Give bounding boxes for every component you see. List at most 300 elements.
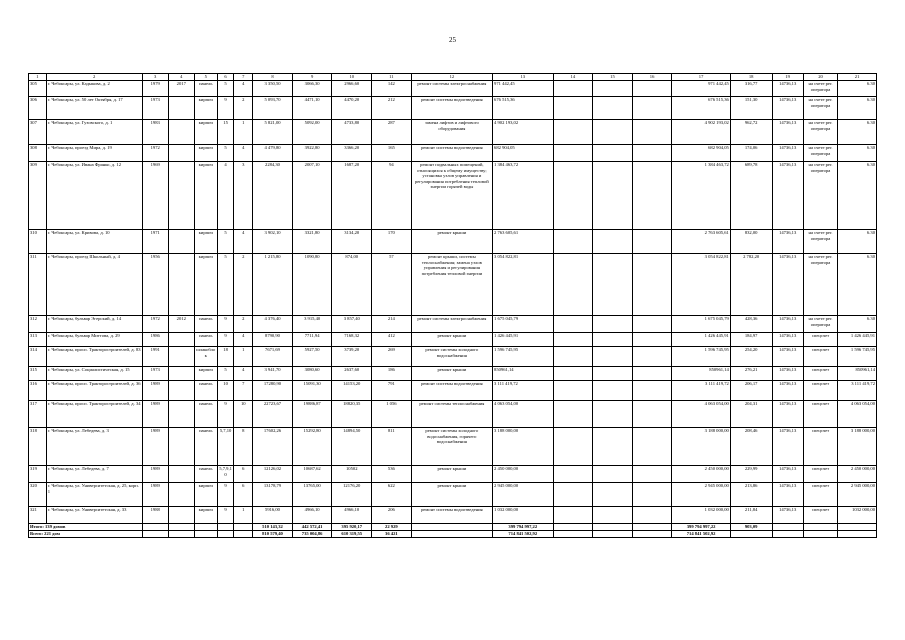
totals-cost: 399 794 997,22 — [493, 524, 553, 531]
column-number-cell: 8 — [253, 74, 293, 81]
cell-area-occupied: 1687,20 — [332, 162, 372, 230]
cell-address: г. Чебоксары, бульвар Миттова, д. 29 — [46, 333, 142, 347]
cell-cost-total: 1 596 745,95 — [672, 347, 730, 367]
cell-material: кирпич — [194, 230, 217, 254]
cell-c14 — [553, 367, 593, 381]
totals-cost-total: 714 841 502,92 — [672, 531, 730, 538]
cell-residents: 287 — [372, 120, 412, 145]
cell-max-cost: 14736,13 — [772, 347, 803, 367]
totals-empty-cell — [772, 524, 803, 531]
cell-c16 — [632, 97, 672, 120]
cell-address: г. Чебоксары, ул. Лебедева, д. 7 — [46, 466, 142, 483]
totals-empty-cell — [593, 531, 633, 538]
cell-c16 — [632, 254, 672, 316]
cell-area-living: 3066,30 — [292, 81, 332, 97]
column-number-cell: 2 — [46, 74, 142, 81]
cell-max-cost: 14736,13 — [772, 120, 803, 145]
cell-entrances: 3 — [234, 162, 253, 230]
cell-c15 — [593, 507, 633, 524]
cell-residents: 791 — [372, 381, 412, 401]
cell-area-total: 3 941,70 — [253, 367, 293, 381]
totals-empty-cell — [838, 524, 877, 531]
cell-year-built: 1972 — [142, 316, 168, 333]
cell-c14 — [553, 145, 593, 162]
cell-address: г. Чебоксары, ул. 50 лет Октября, д. 17 — [46, 97, 142, 120]
cell-year-built: 1989 — [142, 401, 168, 428]
cell-c14 — [553, 428, 593, 466]
cell-entrances: 4 — [234, 81, 253, 97]
cell-max-cost: 14736,13 — [772, 254, 803, 316]
totals-empty-cell — [411, 531, 492, 538]
cell-residents: 1 056 — [372, 401, 412, 428]
cell-cost-total: 1 384 463,72 — [672, 162, 730, 230]
cell-area-living: 4966,10 — [292, 507, 332, 524]
column-number-cell: 11 — [372, 74, 412, 81]
cell-area-living: 4471,10 — [292, 97, 332, 120]
column-number-cell: 9 — [292, 74, 332, 81]
cell-year-renov — [168, 466, 194, 483]
cell-floors: 5,7,10 — [217, 428, 234, 466]
cell-method: на счете рег. оператора — [803, 254, 837, 316]
cell-term: 1 596 745,95 — [838, 347, 877, 367]
totals-empty-cell — [194, 531, 217, 538]
cell-floors: 5 — [217, 230, 234, 254]
cell-cost: 1 384 463,72 — [493, 162, 553, 230]
cell-c14 — [553, 97, 593, 120]
cell-work: ремонт системы холодного водоснабжения, горячего водоснабжения — [411, 428, 492, 466]
cell-year-built: 1983 — [142, 120, 168, 145]
cell-cost: 2 450 000,00 — [493, 466, 553, 483]
cell-residents: 94 — [372, 162, 412, 230]
cell-term: 2 945 000,00 — [838, 483, 877, 507]
cell-c15 — [593, 162, 633, 230]
cell-method: на счете рег. оператора — [803, 145, 837, 162]
cell-material: кирпич — [194, 367, 217, 381]
cell-c15 — [593, 401, 633, 428]
totals-residents: 36 421 — [372, 531, 412, 538]
cell-c15 — [593, 97, 633, 120]
totals-empty-cell — [234, 531, 253, 538]
cell-n: 305 — [29, 81, 47, 97]
cell-c16 — [632, 81, 672, 97]
column-number-cell: 17 — [672, 74, 730, 81]
cell-term: 1 426 445,91 — [838, 333, 877, 347]
cell-c15 — [593, 81, 633, 97]
cell-residents: 206 — [372, 507, 412, 524]
cell-c14 — [553, 230, 593, 254]
cell-residents: 170 — [372, 230, 412, 254]
cell-year-renov — [168, 401, 194, 428]
cell-term: 3 111 419,72 — [838, 381, 877, 401]
cell-max-cost: 14736,13 — [772, 367, 803, 381]
cell-area-total: 12126,02 — [253, 466, 293, 483]
column-number-cell: 15 — [593, 74, 633, 81]
cell-work: ремонт системы водоотведения — [411, 145, 492, 162]
cell-address: г. Чебоксары, бульвар Эгерский, д. 14 — [46, 316, 142, 333]
cell-c15 — [593, 428, 633, 466]
cell-address: г. Чебоксары, ул. Социалистическая, д. 15 — [46, 367, 142, 381]
cell-entrances: 2 — [234, 254, 253, 316]
column-number-row — [29, 74, 877, 81]
cell-year-built: 1989 — [142, 428, 168, 466]
cell-term: 6.30 — [838, 316, 877, 333]
cell-unit-cost: 316,77 — [730, 81, 772, 97]
cell-entrances: 10 — [234, 401, 253, 428]
cell-area-occupied: 874,00 — [332, 254, 372, 316]
cell-cost: 1 426 445,91 — [493, 333, 553, 347]
cell-n: 320 — [29, 483, 47, 507]
cell-unit-cost: 428,36 — [730, 316, 772, 333]
column-number-cell: 3 — [142, 74, 168, 81]
cell-c15 — [593, 381, 633, 401]
cell-entrances: 8 — [234, 428, 253, 466]
cell-address: г. Чебоксары, ул. Университетская, д. 33 — [46, 507, 142, 524]
cell-cost: 971 442,45 — [493, 81, 553, 97]
totals-area-occupied: 610 319,55 — [332, 531, 372, 538]
cell-cost-total: 3 188 000,00 — [672, 428, 730, 466]
cell-area-total: 3 902,10 — [253, 230, 293, 254]
column-number-cell: 16 — [632, 74, 672, 81]
cell-n: 309 — [29, 162, 47, 230]
cell-cost: 2 945 000,00 — [493, 483, 553, 507]
cell-unit-cost: 174,06 — [730, 145, 772, 162]
cell-term: 6.30 — [838, 254, 877, 316]
cell-c15 — [593, 466, 633, 483]
cell-address: г. Чебоксары, проезд Школьный, д. 4 — [46, 254, 142, 316]
cell-residents: 412 — [372, 333, 412, 347]
cell-year-renov — [168, 120, 194, 145]
totals-empty-cell — [217, 531, 234, 538]
cell-work: ремонт системы водоотведения — [411, 381, 492, 401]
cell-floors: 5 — [217, 145, 234, 162]
cell-material: кирпич — [194, 120, 217, 145]
cell-work: ремонт крыши — [411, 230, 492, 254]
totals-empty-cell — [553, 524, 593, 531]
cell-area-living: 5927,50 — [292, 347, 332, 367]
totals-empty-cell — [838, 531, 877, 538]
cell-address: г. Чебоксары, просп. Тракторостроителей, д. 34 — [46, 401, 142, 428]
cell-entrances: 6 — [234, 483, 253, 507]
cell-floors: 9 — [217, 97, 234, 120]
totals-area-total: 510 143,32 — [253, 524, 293, 531]
cell-c16 — [632, 381, 672, 401]
cell-c16 — [632, 120, 672, 145]
cell-floors: 9 — [217, 316, 234, 333]
table-row — [29, 97, 877, 120]
column-number-cell: 12 — [411, 74, 492, 81]
table-row — [29, 81, 877, 97]
cell-work: ремонт подвальных помещений, относящихся к общему имуществу; установка узлов управления и регулирования потребления тепловой энергии горячей воды — [411, 162, 492, 230]
cell-max-cost: 14736,13 — [772, 230, 803, 254]
cell-c16 — [632, 347, 672, 367]
cell-unit-cost: 962,72 — [730, 120, 772, 145]
table-row — [29, 333, 877, 347]
cell-c14 — [553, 316, 593, 333]
cell-area-occupied: 3 857,40 — [332, 316, 372, 333]
cell-cost-total: 850961,14 — [672, 367, 730, 381]
cell-floors: 9 — [217, 507, 234, 524]
totals-empty-cell — [632, 524, 672, 531]
totals-empty-cell — [803, 531, 837, 538]
cell-residents: 622 — [372, 483, 412, 507]
cell-year-renov: 2012 — [168, 316, 194, 333]
cell-residents: 142 — [372, 81, 412, 97]
table-row — [29, 316, 877, 333]
cell-c15 — [593, 347, 633, 367]
cell-year-renov: 2017 — [168, 81, 194, 97]
cell-area-occupied: 12176,20 — [332, 483, 372, 507]
cell-c14 — [553, 483, 593, 507]
column-number-cell: 19 — [772, 74, 803, 81]
table-row — [29, 367, 877, 381]
cell-work: ремонт системы водоотведения — [411, 97, 492, 120]
cell-area-occupied: 4733,80 — [332, 120, 372, 145]
cell-work: ремонт системы электроснабжения — [411, 316, 492, 333]
cell-c16 — [632, 466, 672, 483]
cell-area-total: 8790,90 — [253, 333, 293, 347]
totals-empty-cell — [772, 531, 803, 538]
cell-max-cost: 14736,13 — [772, 401, 803, 428]
cell-max-cost: 14736,13 — [772, 507, 803, 524]
totals-row — [29, 531, 877, 538]
cell-term: 6.30 — [838, 145, 877, 162]
cell-n: 319 — [29, 466, 47, 483]
cell-cost: 676 515,36 — [493, 97, 553, 120]
cell-work: ремонт системы электроснабжения — [411, 81, 492, 97]
cell-cost: 3 111 419,72 — [493, 381, 553, 401]
cell-year-renov — [168, 428, 194, 466]
cell-c16 — [632, 333, 672, 347]
cell-term: 6.30 — [838, 120, 877, 145]
cell-n: 307 — [29, 120, 47, 145]
totals-area-occupied: 395 920,17 — [332, 524, 372, 531]
cell-year-built: 1989 — [142, 483, 168, 507]
cell-method: спецсчет — [803, 381, 837, 401]
cell-residents: 811 — [372, 428, 412, 466]
totals-area-total: 810 579,40 — [253, 531, 293, 538]
cell-c16 — [632, 145, 672, 162]
table-row — [29, 483, 877, 507]
cell-term: 6.30 — [838, 81, 877, 97]
cell-method: на счете рег. оператора — [803, 162, 837, 230]
cell-year-renov — [168, 483, 194, 507]
cell-year-built: 1991 — [142, 347, 168, 367]
cell-max-cost: 14736,13 — [772, 81, 803, 97]
cell-method: спецсчет — [803, 347, 837, 367]
cell-c16 — [632, 230, 672, 254]
table-row — [29, 507, 877, 524]
totals-label: Всего: 221 дом — [29, 531, 143, 538]
cell-n: 317 — [29, 401, 47, 428]
cell-area-living: 7711,94 — [292, 333, 332, 347]
cell-c14 — [553, 381, 593, 401]
cell-c16 — [632, 483, 672, 507]
cell-material: панель — [194, 316, 217, 333]
cell-c16 — [632, 428, 672, 466]
cell-area-occupied: 10502 — [332, 466, 372, 483]
cell-address: г. Чебоксары, просп. Тракторостроителей, д. 36 — [46, 381, 142, 401]
table-row — [29, 401, 877, 428]
cell-method: на счете рег. оператора — [803, 120, 837, 145]
cell-area-occupied: 14894,50 — [332, 428, 372, 466]
cell-n: 321 — [29, 507, 47, 524]
cell-year-built: 1969 — [142, 162, 168, 230]
cell-n: 318 — [29, 428, 47, 466]
cell-unit-cost: 211,84 — [730, 507, 772, 524]
cell-area-occupied: 7168,32 — [332, 333, 372, 347]
cell-max-cost: 14736,13 — [772, 97, 803, 120]
cell-c14 — [553, 120, 593, 145]
cell-area-living: 10687,62 — [292, 466, 332, 483]
cell-entrances: 1 — [234, 347, 253, 367]
table-row — [29, 466, 877, 483]
cell-cost: 4 063 054,00 — [493, 401, 553, 428]
cell-cost-total: 682 904,05 — [672, 145, 730, 162]
column-number-cell: 5 — [194, 74, 217, 81]
cell-method: спецсчет — [803, 401, 837, 428]
cell-material: кирпич — [194, 145, 217, 162]
housing-repair-table — [28, 73, 877, 538]
cell-unit-cost: 213,86 — [730, 483, 772, 507]
cell-work: ремонт системы теплоснабжения — [411, 401, 492, 428]
cell-floors: 4 — [217, 162, 234, 230]
cell-area-occupied: 18820,35 — [332, 401, 372, 428]
cell-material: панель — [194, 81, 217, 97]
column-number-cell: 18 — [730, 74, 772, 81]
cell-cost: 1 032 000,00 — [493, 507, 553, 524]
cell-unit-cost: 689,78 — [730, 162, 772, 230]
cell-n: 314 — [29, 347, 47, 367]
cell-c15 — [593, 254, 633, 316]
cell-residents: 165 — [372, 145, 412, 162]
totals-empty-cell — [593, 524, 633, 531]
cell-material: шлакоблок — [194, 347, 217, 367]
cell-unit-cost: 208,46 — [730, 428, 772, 466]
cell-year-renov — [168, 162, 194, 230]
cell-entrances: 1 — [234, 507, 253, 524]
cell-entrances: 2 — [234, 97, 253, 120]
column-number-cell: 6 — [217, 74, 234, 81]
cell-cost-total: 3 111 419,72 — [672, 381, 730, 401]
cell-year-renov — [168, 381, 194, 401]
cell-c14 — [553, 347, 593, 367]
cell-year-renov — [168, 230, 194, 254]
cell-address: г. Чебоксары, ул. Гузовского, д. 1 — [46, 120, 142, 145]
cell-c15 — [593, 316, 633, 333]
cell-entrances: 1 — [234, 120, 253, 145]
table-row — [29, 230, 877, 254]
totals-empty-cell — [194, 524, 217, 531]
page-number: 25 — [449, 36, 456, 44]
cell-cost-total: 1 426 445,91 — [672, 333, 730, 347]
column-number-cell: 1 — [29, 74, 47, 81]
totals-empty-cell — [142, 531, 168, 538]
cell-cost: 1 675 045,79 — [493, 316, 553, 333]
cell-max-cost: 14736,13 — [772, 428, 803, 466]
cell-material: панель — [194, 466, 217, 483]
cell-c14 — [553, 254, 593, 316]
cell-c14 — [553, 466, 593, 483]
cell-c14 — [553, 81, 593, 97]
cell-address: г. Чебоксары, ул. Кривова, д. 10 — [46, 230, 142, 254]
cell-entrances: 7 — [234, 381, 253, 401]
cell-work: ремонт системы холодного водоснабжения — [411, 347, 492, 367]
cell-cost: 682 904,05 — [493, 145, 553, 162]
cell-area-living: 15292,80 — [292, 428, 332, 466]
cell-floors: 5 — [217, 367, 234, 381]
cell-floors: 5,7,9,10 — [217, 466, 234, 483]
cell-area-total: 3 350,50 — [253, 81, 293, 97]
cell-work: ремонт крыши — [411, 483, 492, 507]
cell-area-occupied: 2637,60 — [332, 367, 372, 381]
cell-area-living: 15091,30 — [292, 381, 332, 401]
cell-n: 310 — [29, 230, 47, 254]
cell-cost: 850961,14 — [493, 367, 553, 381]
totals-unit-cost — [730, 531, 772, 538]
cell-unit-cost: 254,20 — [730, 347, 772, 367]
cell-area-living: 3922,80 — [292, 145, 332, 162]
cell-cost-total: 2 763 605,61 — [672, 230, 730, 254]
cell-c16 — [632, 401, 672, 428]
cell-area-occupied: 14153,20 — [332, 381, 372, 401]
cell-floors: 9 — [217, 483, 234, 507]
table-row — [29, 428, 877, 466]
cell-term: 2 450 000,00 — [838, 466, 877, 483]
cell-c15 — [593, 333, 633, 347]
totals-cost: 714 841 502,92 — [493, 531, 553, 538]
cell-cost-total: 971 442,45 — [672, 81, 730, 97]
cell-area-total: 2284,30 — [253, 162, 293, 230]
cell-cost: 4 902 193,02 — [493, 120, 553, 145]
cell-area-total: 22723,67 — [253, 401, 293, 428]
cell-area-occupied: 3739,20 — [332, 347, 372, 367]
totals-label: Итого: 139 домов — [29, 524, 143, 531]
cell-cost-total: 4 063 054,00 — [672, 401, 730, 428]
cell-max-cost: 14736,13 — [772, 333, 803, 347]
cell-floors: 5 — [217, 81, 234, 97]
cell-c15 — [593, 367, 633, 381]
cell-floors: 9 — [217, 401, 234, 428]
totals-row — [29, 524, 877, 531]
cell-method: на счете рег. оператора — [803, 230, 837, 254]
cell-residents: 212 — [372, 97, 412, 120]
cell-cost: 2 763 605,61 — [493, 230, 553, 254]
cell-floors: 5 — [217, 254, 234, 316]
table-row — [29, 120, 877, 145]
cell-residents: 186 — [372, 367, 412, 381]
cell-c14 — [553, 507, 593, 524]
cell-max-cost: 14736,13 — [772, 316, 803, 333]
cell-method: спецсчет — [803, 428, 837, 466]
cell-unit-cost: 184,97 — [730, 333, 772, 347]
cell-floors: 9 — [217, 333, 234, 347]
cell-area-living: 3321,80 — [292, 230, 332, 254]
cell-address: г. Чебоксары, ул. Лебедева, д. 3 — [46, 428, 142, 466]
table-row — [29, 254, 877, 316]
cell-unit-cost: 832,00 — [730, 230, 772, 254]
cell-residents: 536 — [372, 466, 412, 483]
cell-method: на счете рег. оператора — [803, 81, 837, 97]
totals-empty-cell — [142, 524, 168, 531]
cell-area-total: 17280,90 — [253, 381, 293, 401]
cell-address: г. Чебоксары, ул. Университетская, д. 25, корп. 1 — [46, 483, 142, 507]
cell-c16 — [632, 367, 672, 381]
cell-year-built: 1972 — [142, 145, 168, 162]
cell-cost-total: 1 032 000,00 — [672, 507, 730, 524]
cell-c15 — [593, 120, 633, 145]
cell-max-cost: 14736,13 — [772, 381, 803, 401]
cell-method: спецсчет — [803, 333, 837, 347]
